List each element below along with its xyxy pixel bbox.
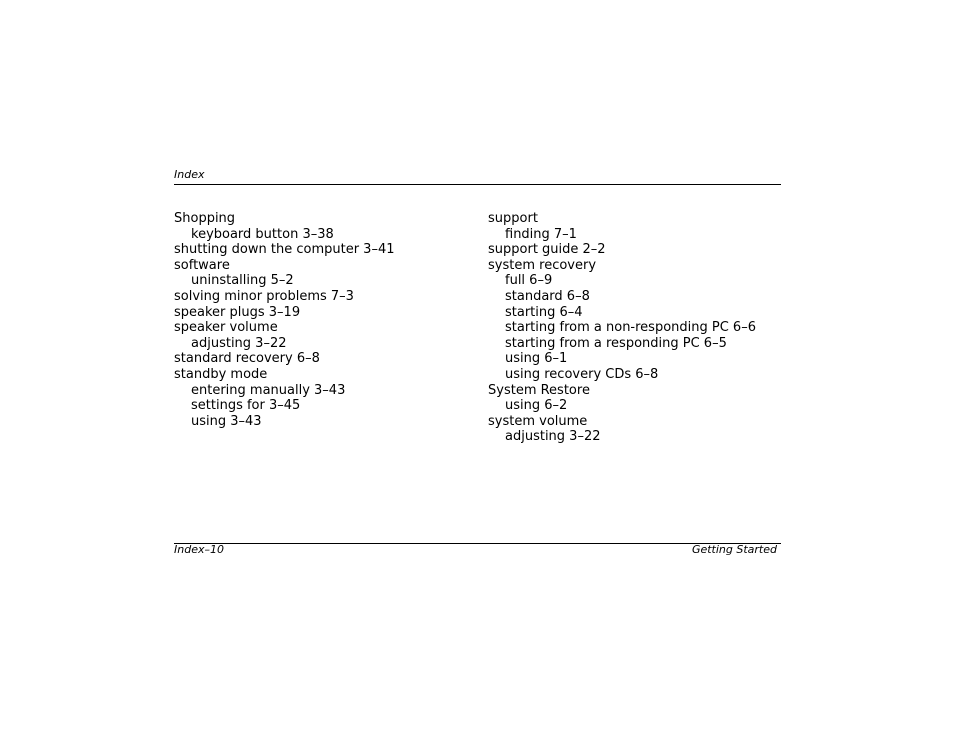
index-entry: Shopping	[174, 211, 236, 226]
index-subentry: starting from a responding PC 6–5	[505, 335, 727, 351]
index-subentry: using 3–43	[191, 413, 262, 429]
index-column-right	[488, 211, 781, 445]
index-entry: shutting down the computer 3–41	[174, 242, 395, 258]
index-column-left	[174, 211, 474, 429]
header-rule	[174, 184, 781, 185]
index-subentry: standard 6–8	[505, 288, 590, 304]
index-entry: system recovery	[488, 257, 597, 273]
index-entry: support guide 2–2	[488, 242, 606, 258]
index-entry: speaker volume	[174, 320, 278, 336]
index-subentry: starting from a non-responding PC 6–6	[505, 320, 756, 336]
index-subentry: adjusting 3–22	[505, 429, 601, 445]
index-entry: system volume	[488, 413, 588, 429]
index-entry: software	[174, 257, 230, 273]
book-title: Getting Started	[691, 543, 777, 556]
index-subentry: uninstalling 5–2	[191, 273, 294, 289]
index-entry: System Restore	[488, 382, 590, 398]
index-entry: speaker plugs 3–19	[174, 304, 301, 320]
running-header: Index	[174, 168, 205, 181]
index-subentry: using recovery CDs 6–8	[505, 366, 659, 382]
index-entry: solving minor problems 7–3	[174, 288, 354, 304]
index-entry: support	[488, 211, 538, 226]
index-subentry: using 6–1	[505, 351, 568, 367]
index-subentry: starting 6–4	[505, 304, 583, 320]
index-subentry: adjusting 3–22	[191, 335, 287, 351]
index-subentry: settings for 3–45	[191, 398, 301, 414]
index-entry: standby mode	[174, 366, 268, 382]
index-subentry: entering manually 3–43	[191, 382, 346, 398]
index-subentry: keyboard button 3–38	[191, 226, 334, 242]
index-entry: standard recovery 6–8	[174, 351, 320, 367]
footer-rule	[174, 543, 781, 544]
page-number: Index–10	[174, 543, 224, 556]
index-subentry: finding 7–1	[505, 226, 577, 242]
index-subentry: using 6–2	[505, 398, 568, 414]
index-subentry: full 6–9	[505, 273, 553, 289]
